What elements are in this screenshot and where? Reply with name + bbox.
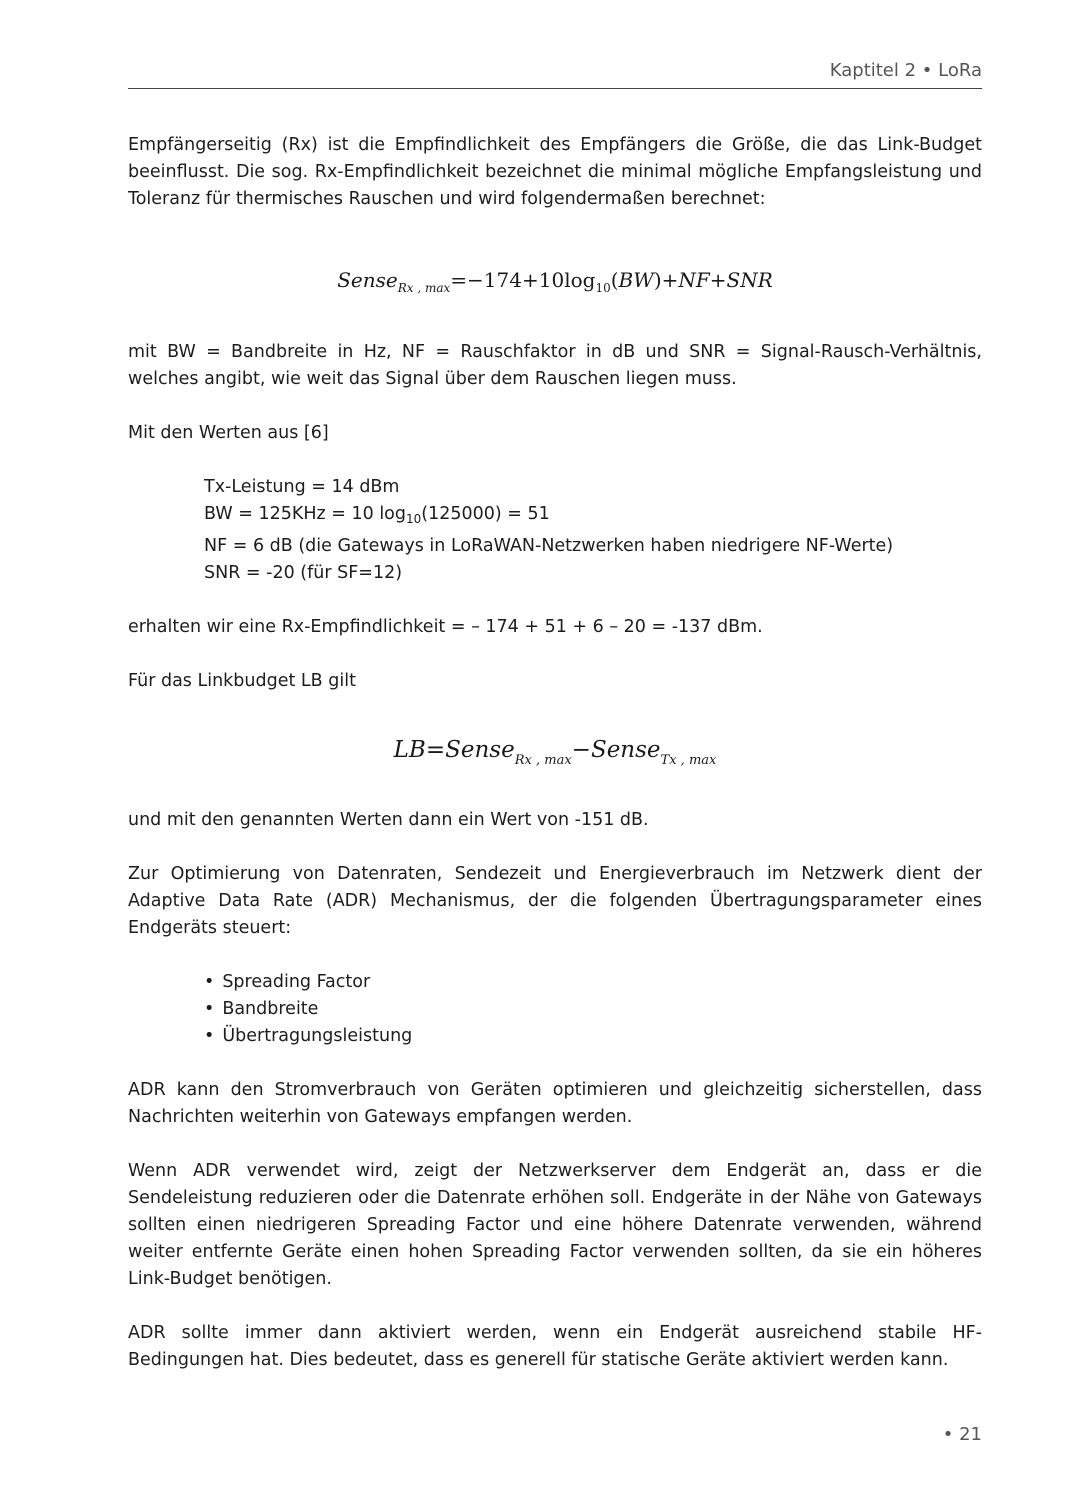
value-snr: SNR = -20 (für SF=12): [204, 563, 403, 583]
formula-sense-rx: Sense: [445, 737, 515, 763]
value-bandwidth-text: BW = 125KHz = 10 log: [204, 504, 406, 524]
paragraph-linkbudget-result: und mit den genannten Werten dann ein Wert von -151 dB.: [128, 810, 649, 830]
formula-minus: −: [467, 268, 484, 292]
paragraph-linkbudget-intro: Für das Linkbudget LB gilt: [128, 671, 356, 691]
formula-10: 10: [538, 268, 565, 292]
paragraph-adr-power: ADR kann den Stromverbrauch von Geräten optimieren und gleichzeitig sicherstellen, dass Nachrichten weiterhin von Gateways empfangen werden.: [128, 1080, 982, 1127]
formula-log-base: 10: [595, 281, 611, 295]
page-body: [128, 132, 982, 1374]
paragraph-adr-activation: ADR sollte immer dann aktiviert werden, wenn ein Endgerät ausreichend stabile HF-Bedingungen hat. Dies bedeutet, dass es generell für statische Geräte aktiviert werden kann.: [128, 1323, 982, 1370]
formula-plus: +: [521, 268, 539, 292]
list-item: • Übertragungsleistung: [204, 1023, 982, 1050]
value-bandwidth: [204, 501, 982, 533]
header-divider: [128, 88, 982, 89]
formula-sense: Sense: [337, 268, 398, 292]
formula-sense-rx-subscript: Rx , max: [514, 753, 572, 768]
formula-equals: =: [425, 737, 446, 763]
running-header: Kaptitel 2 • LoRa: [829, 60, 982, 81]
value-noise-figure: NF = 6 dB (die Gateways in LoRaWAN-Netzwerken haben niedrigere NF-Werte): [204, 536, 894, 556]
formula-nf: NF: [678, 268, 710, 292]
formula-plus: +: [709, 268, 727, 292]
formula-rx-sensitivity: [128, 265, 982, 303]
value-bandwidth-result: (125000) = 51: [421, 504, 550, 524]
paragraph-adr-usage: Wenn ADR verwendet wird, zeigt der Netzwerkserver dem Endgerät an, dass er die Sendeleistung reduzieren oder die Datenrate erhöhen soll. Endgeräte in der Nähe von Gateways sollten einen niedrigeren Spreading Factor und eine höhere Datenrate verwenden, während weiter entfernte Geräte einen hohen Spreading Factor verwenden sollten, da sie ein höheres Link-Budget benötigen.: [128, 1161, 982, 1289]
value-tx-power: Tx-Leistung = 14 dBm: [204, 477, 400, 497]
formula-sense-tx: Sense: [590, 737, 661, 763]
formula-sense-tx-subscript: Tx , max: [660, 753, 717, 768]
paragraph-rx-sensitivity: Empfängerseitig (Rx) ist die Empfindlichkeit des Empfängers die Größe, die das Link-Budget beeinflusst. Die sog. Rx-Empfindlichkeit bezeichnet die minimal mögliche Empfangsleistung und Toleranz für thermisches Rauschen und wird folgendermaßen berechnet:: [128, 135, 982, 209]
paragraph-values-intro: Mit den Werten aus [6]: [128, 423, 329, 443]
formula-snr: SNR: [726, 268, 773, 292]
formula-log: log: [564, 268, 596, 292]
adr-parameter-list: [128, 969, 982, 1050]
list-item: • Spreading Factor: [204, 969, 982, 996]
formula-rparen: ): [653, 268, 662, 292]
formula-bw: BW: [618, 268, 654, 292]
formula-plus: +: [661, 268, 679, 292]
values-list: [128, 474, 982, 587]
formula-equals: =: [450, 268, 468, 292]
paragraph-adr-intro: Zur Optimierung von Datenraten, Sendezeit und Energieverbrauch im Netzwerk dient der Adaptive Data Rate (ADR) Mechanismus, der die folgenden Übertragungsparameter eines Endgeräts steuert:: [128, 864, 982, 938]
paragraph-rx-result: erhalten wir eine Rx-Empfindlichkeit = – 174 + 51 + 6 – 20 = -137 dBm.: [128, 617, 763, 637]
paragraph-variable-definitions: mit BW = Bandbreite in Hz, NF = Rauschfaktor in dB und SNR = Signal-Rausch-Verhältnis, welches angibt, wie weit das Signal über dem Rauschen liegen muss.: [128, 342, 982, 389]
formula-174: 174: [483, 268, 522, 292]
value-bandwidth-log-base: 10: [406, 512, 422, 526]
formula-lb: LB: [393, 737, 426, 763]
list-item: • Bandbreite: [204, 996, 982, 1023]
formula-linkbudget: [128, 735, 982, 776]
formula-lparen: (: [610, 268, 619, 292]
formula-sense-subscript: Rx , max: [397, 281, 451, 295]
page-number: • 21: [942, 1424, 982, 1445]
formula-minus: −: [571, 737, 591, 763]
